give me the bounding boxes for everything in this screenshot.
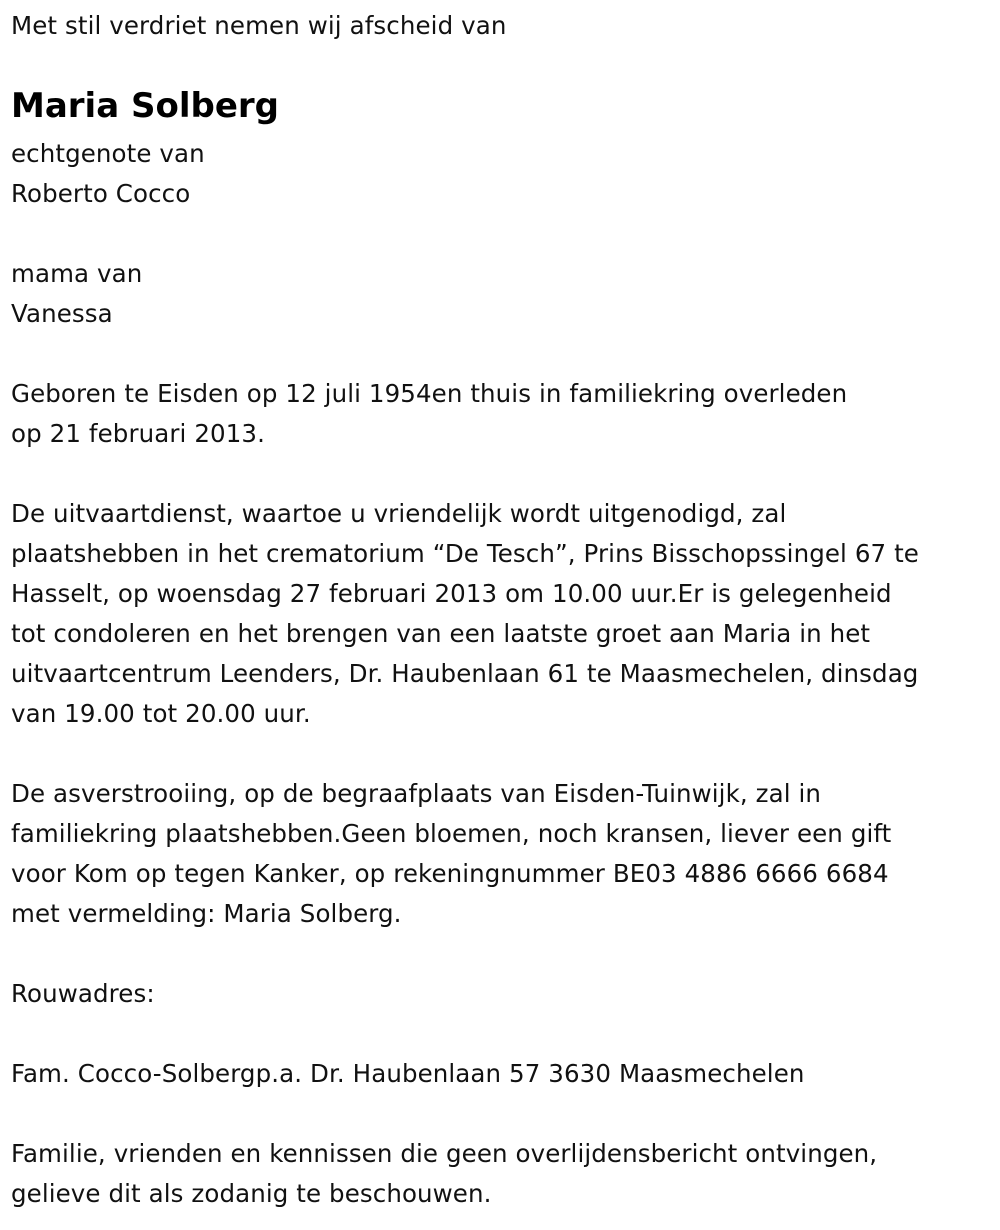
paragraph-line: familiekring plaatshebben.Geen bloemen, noch kransen, liever een gift — [11, 819, 892, 848]
child-name: Vanessa — [11, 299, 113, 328]
paragraph-line: van 19.00 tot 20.00 uur. — [11, 699, 311, 728]
mourning-address — [11, 1054, 805, 1094]
closing-paragraph — [11, 1134, 877, 1214]
paragraph-line: uitvaartcentrum Leenders, Dr. Haubenlaan 61 te Maasmechelen, dinsdag — [11, 659, 919, 688]
intro-text: Met stil verdriet nemen wij afscheid van — [11, 11, 507, 40]
paragraph-line: De asverstrooiing, op de begraafplaats van Eisden-Tuinwijk, zal in — [11, 779, 822, 808]
deceased-name: Maria Solberg — [11, 86, 279, 126]
spouse-block — [11, 134, 205, 214]
paragraph-line: Hasselt, op woensdag 27 februari 2013 om 10.00 uur.Er is gelegenheid — [11, 579, 892, 608]
paragraph-line: De uitvaartdienst, waartoe u vriendelijk wordt uitgenodigd, zal — [11, 499, 787, 528]
birth-death-paragraph — [11, 374, 847, 454]
mourning-address-label — [11, 974, 155, 1014]
funeral-service-paragraph — [11, 494, 919, 734]
children-relation: mama van — [11, 259, 143, 288]
spouse-name: Roberto Cocco — [11, 179, 191, 208]
paragraph-line: Familie, vrienden en kennissen die geen overlijdensbericht ontvingen, — [11, 1139, 878, 1168]
paragraph-line: voor Kom op tegen Kanker, op rekeningnummer BE03 4886 6666 6684 — [11, 859, 889, 888]
address-label: Rouwadres: — [11, 979, 155, 1008]
children-block — [11, 254, 142, 334]
spouse-relation: echtgenote van — [11, 139, 205, 168]
paragraph-line: gelieve dit als zodanig te beschouwen. — [11, 1179, 492, 1208]
paragraph-line: tot condoleren en het brengen van een laatste groet aan Maria in het — [11, 619, 871, 648]
address-text: Fam. Cocco-Solbergp.a. Dr. Haubenlaan 57 3630 Maasmechelen — [11, 1059, 805, 1088]
ash-scattering-paragraph — [11, 774, 891, 934]
paragraph-line: plaatshebben in het crematorium “De Tesch”, Prins Bisschopssingel 67 te — [11, 539, 919, 568]
paragraph-line: met vermelding: Maria Solberg. — [11, 899, 402, 928]
paragraph-line: Geboren te Eisden op 12 juli 1954en thuis in familiekring overleden — [11, 379, 848, 408]
paragraph-line: op 21 februari 2013. — [11, 419, 265, 448]
